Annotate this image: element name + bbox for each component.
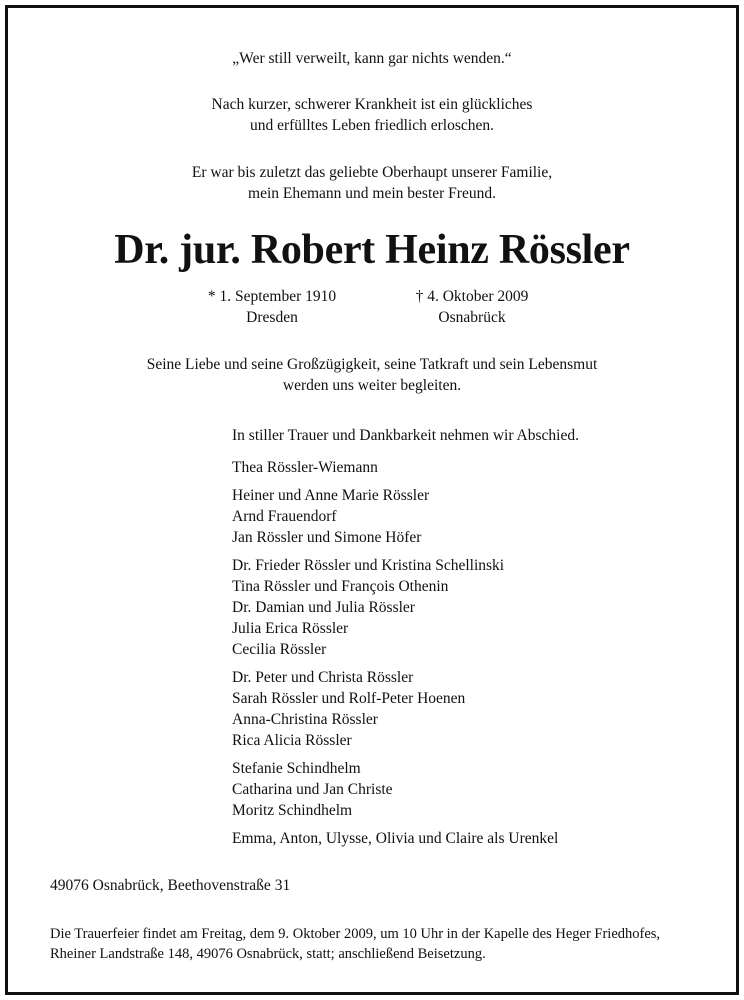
mourner-entry: Arnd Frauendorf xyxy=(232,508,337,525)
mourner-entry: Thea Rössler-Wiemann xyxy=(232,459,378,476)
tribute-paragraph xyxy=(8,354,736,396)
quote: „Wer still verweilt, kann gar nichts wenden.“ xyxy=(232,50,512,67)
obituary-frame xyxy=(5,5,739,995)
farewell-line: In stiller Trauer und Dankbarkeit nehmen wir Abschied. xyxy=(232,427,579,444)
birth-block xyxy=(172,286,372,328)
mourner-entry: Anna-Christina Rössler xyxy=(232,711,378,728)
mourner-entry: Cecilia Rössler xyxy=(232,641,327,658)
intro-2-line-2: mein Ehemann und mein bester Freund. xyxy=(248,185,496,202)
mourner-entry: Heiner und Anne Marie Rössler xyxy=(232,487,430,504)
mourner-entry: Jan Rössler und Simone Höfer xyxy=(232,529,422,546)
mourner-list xyxy=(232,457,558,849)
address: 49076 Osnabrück, Beethovenstraße 31 xyxy=(50,877,291,894)
mourner-entry: Catharina und Jan Christe xyxy=(232,781,393,798)
mourner-entry: Sarah Rössler und Rolf-Peter Hoenen xyxy=(232,690,466,707)
mourner-entry: Tina Rössler und François Othenin xyxy=(232,578,449,595)
intro-paragraph-2 xyxy=(8,162,736,204)
intro-2-line-1: Er war bis zuletzt das geliebte Oberhaupt unserer Familie, xyxy=(191,164,553,181)
mourner-entry: Julia Erica Rössler xyxy=(232,620,349,637)
mourner-entry: Dr. Peter und Christa Rössler xyxy=(232,669,414,686)
mourner-entry: Emma, Anton, Ulysse, Olivia und Claire als Urenkel xyxy=(232,830,559,847)
tribute-line-2: werden uns weiter begleiten. xyxy=(282,377,462,394)
birth-place: Dresden xyxy=(246,309,298,326)
death-place: Osnabrück xyxy=(438,309,506,326)
funeral-info xyxy=(50,924,660,964)
intro-1-line-2: und erfülltes Leben friedlich erloschen. xyxy=(249,117,495,134)
deceased-name: Dr. jur. Robert Heinz Rössler xyxy=(114,227,630,273)
mourner-entry: Dr. Damian und Julia Rössler xyxy=(232,599,415,616)
mourner-entry: Dr. Frieder Rössler und Kristina Schellinski xyxy=(232,557,505,574)
mourner-entry: Stefanie Schindhelm xyxy=(232,760,361,777)
mourner-entry: Rica Alicia Rössler xyxy=(232,732,352,749)
tribute-line-1: Seine Liebe und seine Großzügigkeit, seine Tatkraft und sein Lebensmut xyxy=(146,356,598,373)
intro-paragraph-1 xyxy=(8,94,736,136)
birth-date: * 1. September 1910 xyxy=(207,288,337,305)
mourner-entry: Moritz Schindhelm xyxy=(232,802,353,819)
funeral-info-line-2: Rheiner Landstraße 148, 49076 Osnabrück, statt; anschließend Beisetzung. xyxy=(50,946,486,962)
intro-1-line-1: Nach kurzer, schwerer Krankheit ist ein glückliches xyxy=(211,96,533,113)
death-block xyxy=(372,286,572,328)
funeral-info-line-1: Die Trauerfeier findet am Freitag, dem 9. Oktober 2009, um 10 Uhr in der Kapelle des Heger Friedhofes, xyxy=(50,926,661,942)
death-date: † 4. Oktober 2009 xyxy=(415,288,529,305)
